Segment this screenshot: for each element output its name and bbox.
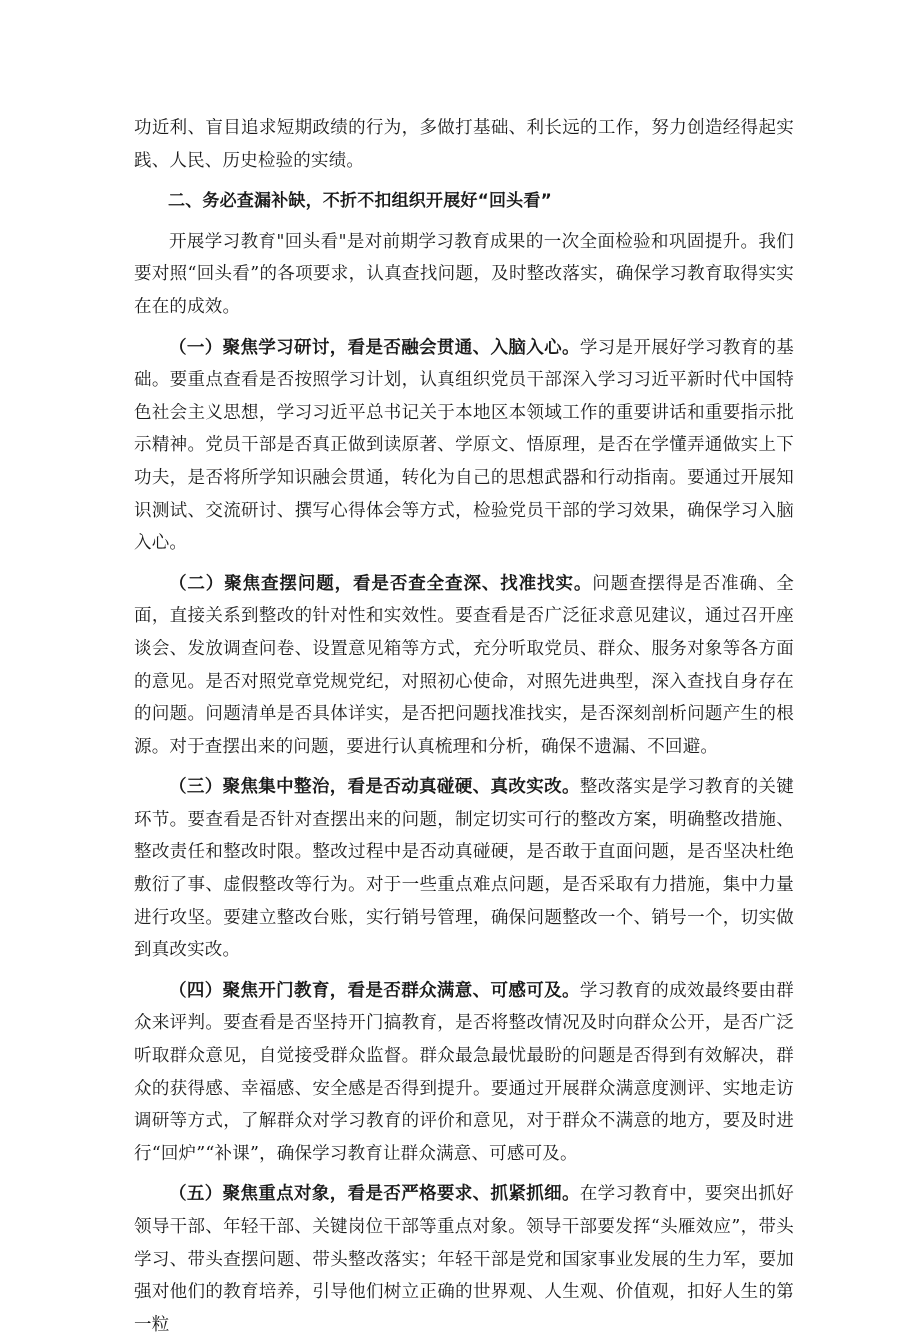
item-4-lead: （四）聚焦开门教育，看是否群众满意、可感可及。	[169, 980, 580, 1001]
paragraph-intro-text: 开展学习教育"回头看"是对前期学习教育成果的一次全面检验和巩固提升。我们要对照“回头看”的各项要求，认真查找问题，及时整改落实，确保学习教育取得实实在在的成效。	[134, 231, 794, 317]
paragraph-item-1	[134, 332, 794, 560]
section-heading: 二、务必查漏补缺，不折不扣组织开展好“回头看”	[168, 191, 552, 212]
item-2-body: 问题查摆得是否准确、全面，直接关系到整改的针对性和实效性。要查看是否广泛征求意见建议，通过召开座谈会、发放调查问卷、设置意见箱等方式，充分听取党员、群众、服务对象等各方面的意见。是否对照党章党规党纪，对照初心使命，对照先进典型，深入查找自身存在的问题。问题清单是否具体详实，是否把问题找准找实，是否深刻剖析问题产生的根源。对于查摆出来的问题，要进行认真梳理和分析，确保不遗漏、不回避。	[134, 573, 794, 757]
paragraph-item-5	[134, 1178, 794, 1341]
paragraph-item-4	[134, 975, 794, 1171]
item-1-lead: （一）聚焦学习研讨，看是否融会贯通、入脑入心。	[169, 337, 580, 358]
item-4-body: 学习教育的成效最终要由群众来评判。要查看是否坚持开门搞教育，是否将整改情况及时向群众公开，是否广泛听取群众意见，自觉接受群众监督。群众最急最忧最盼的问题是否得到有效解决，群众的获得感、幸福感、安全感是否得到提升。要通过开展群众满意度测评、实地走访调研等方式，了解群众对学习教育的评价和意见，对于群众不满意的地方，要及时进行“回炉”“补课”，确保学习教育让群众满意、可感可及。	[134, 980, 794, 1164]
item-2-lead: （二）聚焦查摆问题，看是否查全查深、找准找实。	[169, 573, 593, 594]
paragraph-item-2	[134, 568, 794, 764]
item-1-body: 学习是开展好学习教育的基础。要重点查看是否按照学习计划，认真组织党员干部深入学习习近平新时代中国特色社会主义思想，学习习近平总书记关于本地区本领域工作的重要讲话和重要指示批示精神。党员干部是否真正做到读原著、学原文、悟原理，是否在学懂弄通做实上下功夫，是否将所学知识融会贯通，转化为自己的思想武器和行动指南。要通过开展知识测试、交流研讨、撰写心得体会等方式，检验党员干部的学习效果，确保学习入脑入心。	[134, 337, 794, 554]
item-3-lead: （三）聚焦集中整治，看是否动真碰硬、真改实改。	[169, 777, 580, 798]
item-5-lead: （五）聚焦重点对象，看是否严格要求、抓紧抓细。	[169, 1184, 580, 1205]
document-page	[134, 112, 794, 1341]
paragraph-item-3	[134, 771, 794, 967]
paragraph-intro	[134, 226, 794, 324]
item-5-body: 在学习教育中，要突出抓好领导干部、年轻干部、关键岗位干部等重点对象。领导干部要发挥“头雁效应”，带头学习、带头查摆问题、带头整改落实；年轻干部是党和国家事业发展的生力军，要加强对他们的教育培养，引导他们树立正确的世界观、人生观、价值观，扣好人生的第一粒	[134, 1184, 794, 1335]
paragraph-continuation: 功近利、盲目追求短期政绩的行为，多做打基础、利长远的工作，努力创造经得起实践、人民、历史检验的实绩。	[134, 118, 794, 171]
item-3-body: 整改落实是学习教育的关键环节。要查看是否针对查摆出来的问题，制定切实可行的整改方案，明确整改措施、整改责任和整改时限。整改过程中是否动真碰硬，是否敢于直面问题，是否坚决杜绝敷衍了事、虚假整改等行为。对于一些重点难点问题，是否采取有力措施，集中力量进行攻坚。要建立整改台账，实行销号管理，确保问题整改一个、销号一个，切实做到真改实改。	[134, 777, 794, 961]
